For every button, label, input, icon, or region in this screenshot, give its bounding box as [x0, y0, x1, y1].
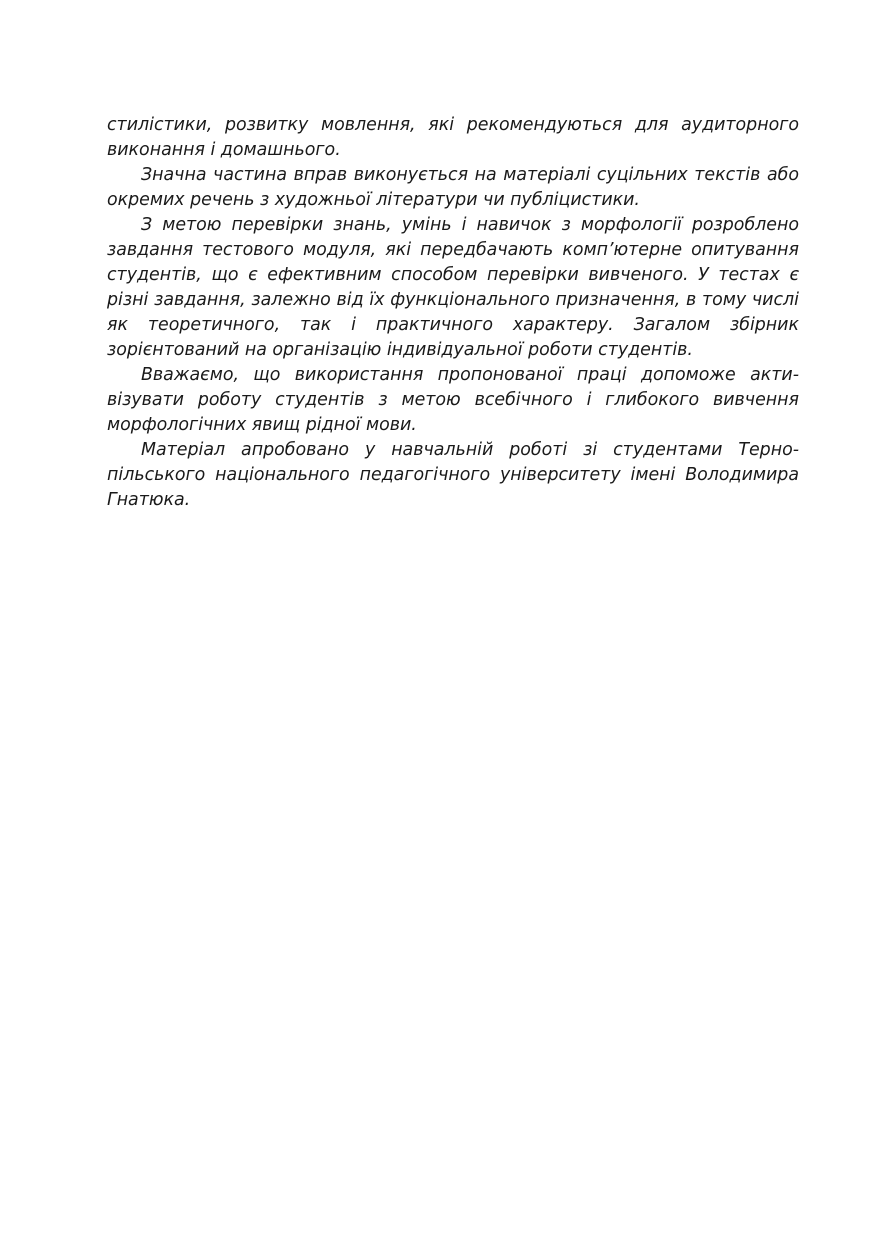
- paragraph-5: Матеріал апробовано у навчальній роботі зі студентами Тернопільського національного педагогічного університету імені Володимира Гнатюка.: [107, 440, 799, 510]
- paragraph-1: стилістики, розвитку мовлення, які рекомендуються для аудиторного виконання і домашнього.: [107, 115, 799, 160]
- body-text: [107, 113, 799, 513]
- paragraph-4: Вважаємо, що використання пропонованої праці допоможе активізувати роботу студентів з метою всебічного і глибокого вивчення морфологічних явищ рідної мови.: [107, 365, 799, 435]
- paragraph-2: Значна частина вправ виконується на матеріалі суцільних текстів або окремих речень з художньої літератури чи публіцистики.: [107, 165, 799, 210]
- paragraph-3: З метою перевірки знань, умінь і навичок з морфології розроблено завдання тестового модуля, які передбачають комп’ютерне опитування студентів, що є ефективним способом перевірки вивченого. У тестах є різні завдання, залежно від їх функціонального призначення, в тому числі як теоретичного, так і практичного характеру. Загалом збірник зорієнтований на організацію індивідуальної роботи студентів.: [107, 215, 799, 360]
